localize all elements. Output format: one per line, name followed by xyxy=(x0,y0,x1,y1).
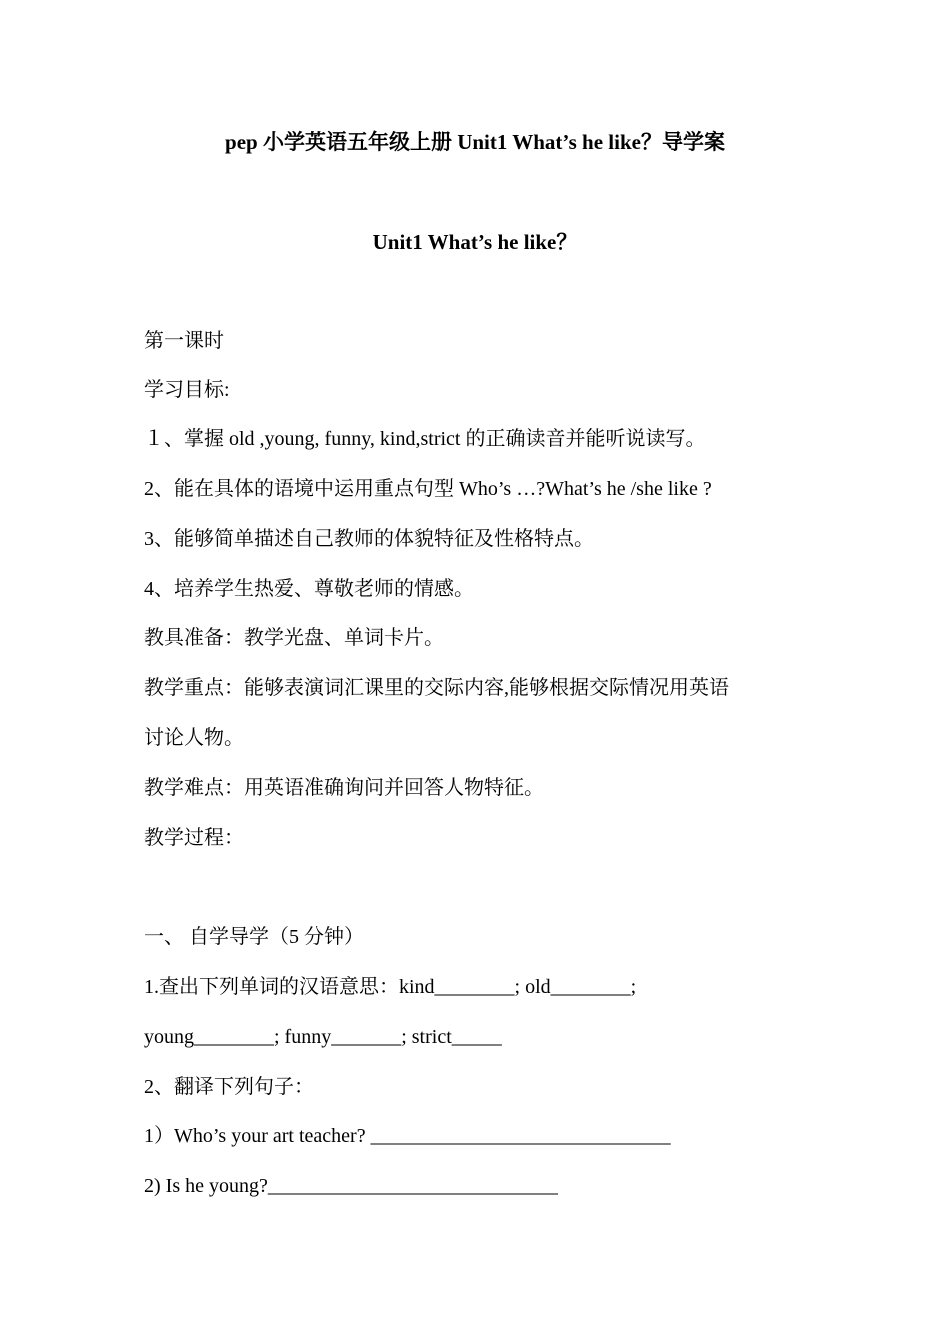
document-subtitle: Unit1 What’s he like？ xyxy=(372,230,578,254)
exercise-2-heading: 2、翻译下列句子： xyxy=(144,1076,314,1098)
teaching-process-heading: 教学过程： xyxy=(144,827,244,849)
objective-4: 4、培养学生热爱、尊敬老师的情感。 xyxy=(144,578,474,600)
lesson-period: 第一课时 xyxy=(144,330,224,352)
exercise-1-words: 1.查出下列单词的汉语意思：kind________; old________; xyxy=(144,976,637,998)
objective-1: １、掌握 old ,young, funny, kind,strict 的正确读音并能听说读写。 xyxy=(144,428,706,450)
objective-2: 2、能在具体的语境中运用重点句型 Who’s …?What’s he /she like ? xyxy=(144,478,712,500)
teaching-focus: 教学重点：能够表演词汇课里的交际内容,能够根据交际情况用英语 xyxy=(144,677,729,699)
exercise-1-words-continued: young________; funny_______; strict_____ xyxy=(144,1026,502,1048)
exercise-2-sentence-1: 1）Who’s your art teacher? ______________________________ xyxy=(144,1125,671,1147)
document-title: pep 小学英语五年级上册 Unit1 What’s he like？导学案 xyxy=(225,130,725,154)
objective-3: 3、能够简单描述自己教师的体貌特征及性格特点。 xyxy=(144,528,594,550)
section-1-heading: 一、 自学导学（5 分钟） xyxy=(144,926,364,948)
teaching-difficulty: 教学难点：用英语准确询问并回答人物特征。 xyxy=(144,777,544,799)
exercise-2-sentence-2: 2) Is he young?_____________________________ xyxy=(144,1175,558,1197)
learning-objectives-heading: 学习目标: xyxy=(144,379,230,401)
teaching-aids: 教具准备：教学光盘、单词卡片。 xyxy=(144,627,444,649)
teaching-focus-continued: 讨论人物。 xyxy=(144,727,244,749)
